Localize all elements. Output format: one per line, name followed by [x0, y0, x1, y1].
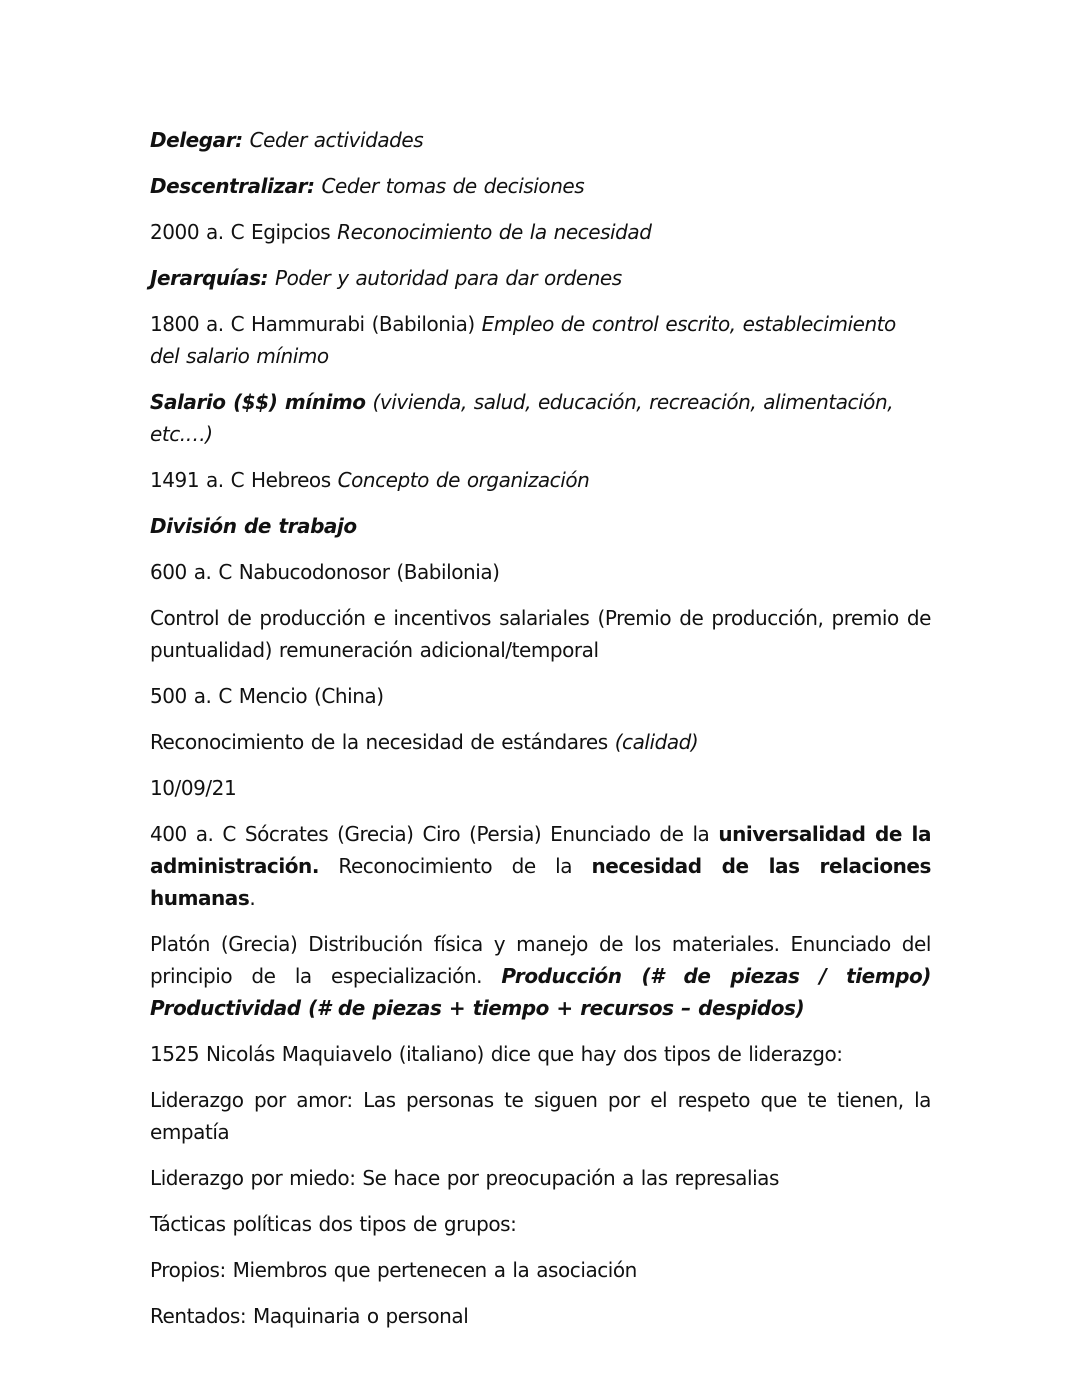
propios-text: Propios: Miembros que pertenecen a la asociación — [150, 1258, 637, 1282]
socrates-end: . — [249, 886, 256, 910]
maquiavelo-text: 1525 Nicolás Maquiavelo (italiano) dice que hay dos tipos de liderazgo: — [150, 1042, 843, 1066]
salario-line — [150, 386, 931, 450]
liderazgo-miedo-line — [150, 1162, 931, 1194]
jerarquias-line — [150, 262, 931, 294]
estandares-detail: (calidad) — [614, 730, 699, 754]
control-produccion-line — [150, 602, 931, 666]
notes-page — [150, 124, 931, 1346]
jerarquias-term: Jerarquías: — [150, 266, 269, 290]
estandares-line — [150, 726, 931, 758]
note-date: 10/09/21 — [150, 776, 237, 800]
rentados-line — [150, 1300, 931, 1332]
hebreos-line — [150, 464, 931, 496]
division-line — [150, 510, 931, 542]
hammurabi-line — [150, 308, 931, 372]
socrates-event: 400 a. C Sócrates (Grecia) Ciro (Persia) Enunciado de la — [150, 822, 710, 846]
descentralizar-definition: Ceder tomas de decisiones — [321, 174, 585, 198]
socrates-middle: Reconocimiento de la — [338, 854, 573, 878]
productividad-formula: Productividad (# de piezas + tiempo + recursos – despidos) — [150, 996, 805, 1020]
jerarquias-definition: Poder y autoridad para dar ordenes — [275, 266, 622, 290]
liderazgo-miedo-text: Liderazgo por miedo: Se hace por preocupación a las represalias — [150, 1166, 779, 1190]
date-line — [150, 772, 931, 804]
estandares-text: Reconocimiento de la necesidad de estándares — [150, 730, 608, 754]
mencio-event: 500 a. C Mencio (China) — [150, 684, 384, 708]
socrates-line — [150, 818, 931, 914]
salario-term: Salario ($$) mínimo — [150, 390, 366, 414]
socrates-bold-relaciones: necesidad de las relaciones humanas — [150, 854, 931, 910]
hammurabi-contribution: Empleo de control escrito, establecimiento del salario mínimo — [150, 312, 896, 368]
hammurabi-event: 1800 a. C Hammurabi (Babilonia) — [150, 312, 475, 336]
propios-line — [150, 1254, 931, 1286]
egipcios-event: 2000 a. C Egipcios — [150, 220, 331, 244]
nabucodonosor-event: 600 a. C Nabucodonosor (Babilonia) — [150, 560, 500, 584]
egipcios-contribution: Reconocimiento de la necesidad — [337, 220, 652, 244]
division-term: División de trabajo — [150, 514, 357, 538]
hebreos-contribution: Concepto de organización — [337, 468, 590, 492]
egipcios-line — [150, 216, 931, 248]
nabucodonosor-line — [150, 556, 931, 588]
platon-text: Platón (Grecia) Distribución física y manejo de los materiales. Enunciado del principio de la especialización. — [150, 932, 931, 988]
hebreos-event: 1491 a. C Hebreos — [150, 468, 331, 492]
control-produccion-text: Control de producción e incentivos salariales (Premio de producción, premio de puntualidad) remuneración adicional/temporal — [150, 606, 931, 662]
delegar-term: Delegar: — [150, 128, 243, 152]
produccion-formula: Producción (# de piezas / tiempo) — [501, 964, 931, 988]
rentados-text: Rentados: Maquinaria o personal — [150, 1304, 469, 1328]
maquiavelo-line — [150, 1038, 931, 1070]
tacticas-line — [150, 1208, 931, 1240]
descentralizar-line — [150, 170, 931, 202]
platon-line — [150, 928, 931, 1024]
delegar-definition: Ceder actividades — [249, 128, 424, 152]
delegar-line — [150, 124, 931, 156]
descentralizar-term: Descentralizar: — [150, 174, 315, 198]
liderazgo-amor-line — [150, 1084, 931, 1148]
mencio-line — [150, 680, 931, 712]
socrates-bold-universalidad: universalidad de la administración. — [150, 822, 931, 878]
tacticas-text: Tácticas políticas dos tipos de grupos: — [150, 1212, 517, 1236]
liderazgo-amor-text: Liderazgo por amor: Las personas te siguen por el respeto que te tienen, la empatía — [150, 1088, 931, 1144]
salario-detail: (vivienda, salud, educación, recreación, alimentación, etc.…) — [150, 390, 894, 446]
